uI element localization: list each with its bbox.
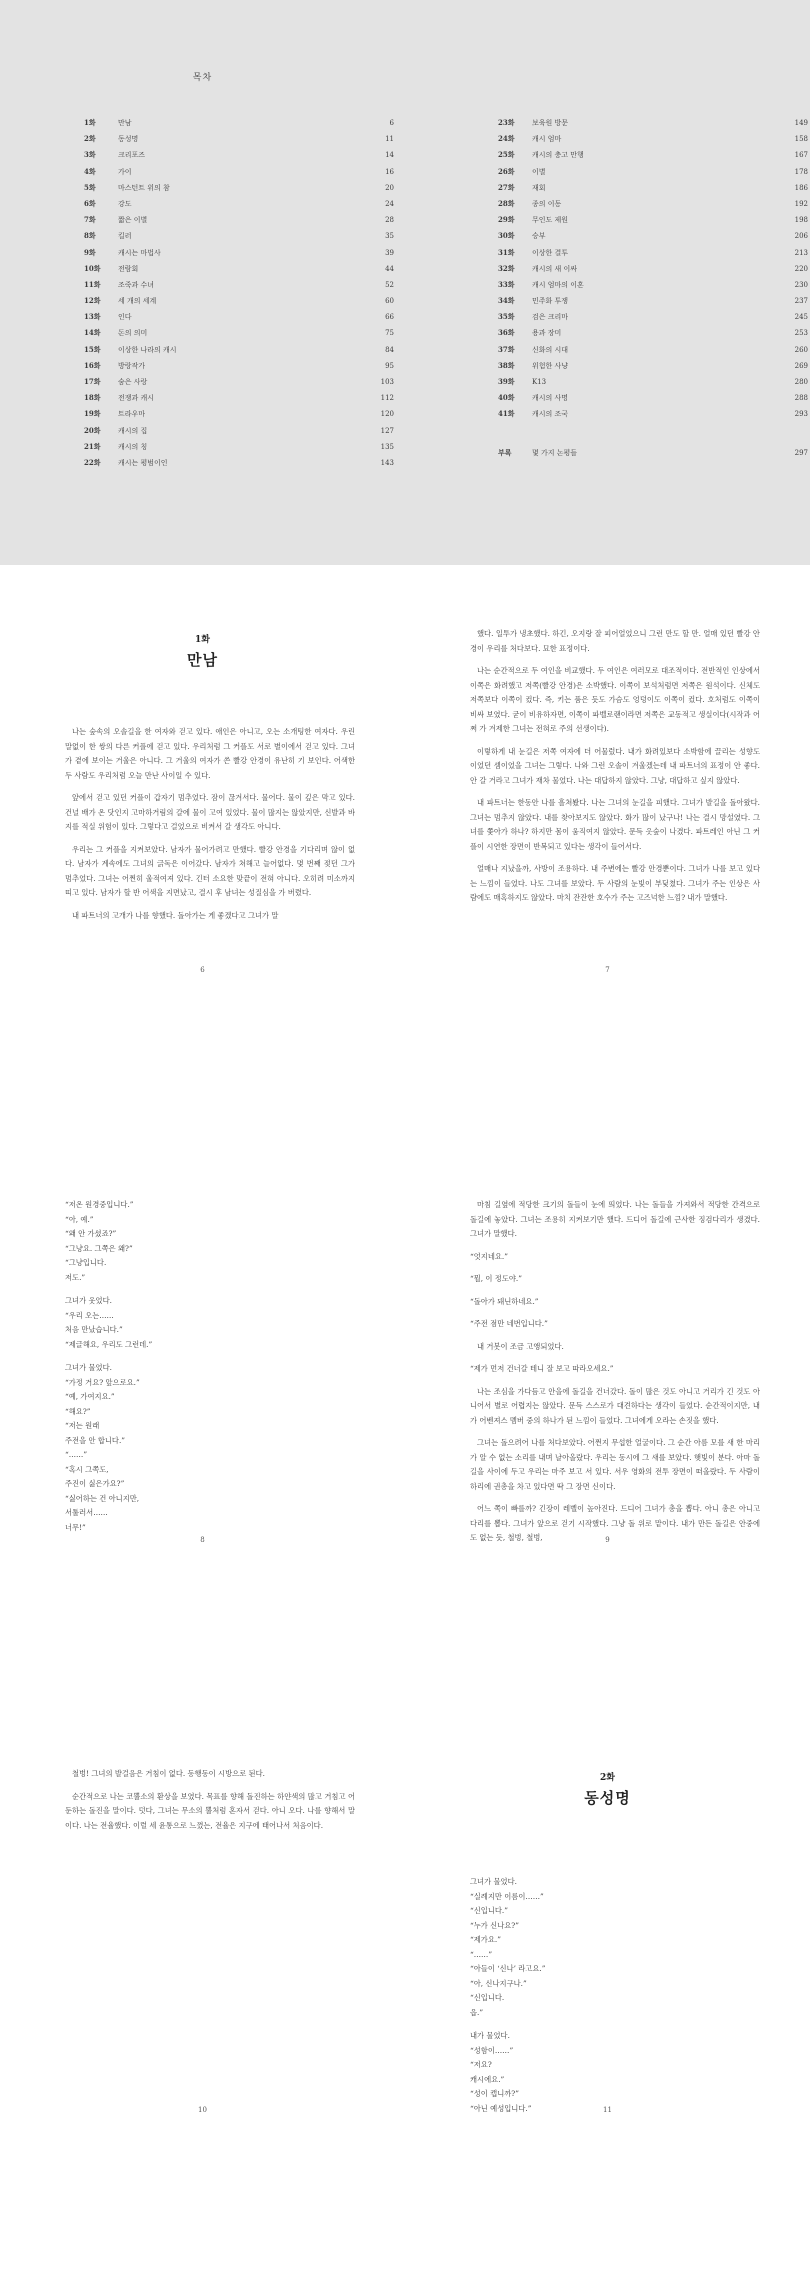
toc-entry-page: 28 — [385, 216, 394, 225]
paragraph: 내 파트너의 고개가 나를 향했다. 돌아가는 게 좋겠다고 그녀가 말 — [72, 910, 279, 920]
toc-entry-title: 이상한 나라의 캐시 — [118, 345, 177, 354]
toc-entry — [84, 280, 394, 296]
toc-entry — [498, 328, 808, 344]
table-of-contents — [0, 0, 810, 565]
toc-entry-title: 캐시는 평범이인 — [118, 458, 168, 467]
dialogue-line: “아, 예.” — [65, 1214, 94, 1224]
toc-entry-page: 293 — [794, 410, 808, 419]
toc-entry-number: 28화 — [498, 198, 515, 208]
toc-entry-title: 이상한 결투 — [532, 248, 569, 257]
dialogue-line: 너무!” — [65, 1522, 86, 1532]
toc-entry — [498, 264, 808, 280]
dialogue-line: “……” — [470, 1949, 493, 1959]
toc-entry-page: 52 — [385, 280, 394, 289]
toc-entry-page: 186 — [794, 183, 808, 192]
dialogue-line: “아들이 ‘신나’ 라고요.” — [470, 1964, 546, 1973]
toc-entry — [498, 280, 808, 296]
toc-entry-page: 75 — [385, 329, 394, 338]
toc-entry-title: 몇 가지 논평들 — [532, 448, 578, 457]
toc-entry-page: 158 — [794, 135, 808, 144]
toc-entry — [84, 215, 394, 231]
toc-entry-title: 숨은 사랑 — [118, 378, 148, 386]
toc-entry-title: 전람회 — [118, 264, 139, 273]
dialogue-line: 처음 만났습니다.” — [65, 1325, 123, 1334]
toc-entry-page: 192 — [794, 199, 808, 208]
toc-entry-number: 18화 — [84, 393, 101, 403]
toc-entry — [84, 199, 394, 215]
toc-entry — [84, 134, 394, 150]
paragraph: “돌아가 돼닌하네요.” — [470, 1296, 539, 1306]
toc-entry-page: 167 — [794, 151, 808, 160]
toc-left-column — [84, 118, 394, 474]
page-body — [65, 725, 355, 931]
toc-entry — [84, 377, 394, 393]
dialogue-line: 내가 물었다. — [470, 2031, 510, 2040]
toc-entry — [498, 231, 808, 247]
toc-entry-number: 24화 — [498, 134, 515, 144]
toc-entry-number: 19화 — [84, 409, 101, 419]
page-8 — [0, 1145, 405, 1572]
toc-entry — [84, 393, 394, 409]
dialogue-line: “제가요.” — [470, 1935, 501, 1944]
toc-entry-page: 35 — [385, 232, 394, 241]
toc-entry-title: 가이 — [118, 167, 132, 176]
paragraph: 순간적으로 나는 코뿔소의 환상을 보였다. 목표를 향해 돌진하는 하얀색의 많고 거침고 어둔하는 돌진을 말이다. 덧다, 그녀는 무소의 뿔처럼 혼자서 걷다. 아니 오다. 나를 향해서 말이다. 나는 전율했다. 이럴 세 윤통으로 느꼈는, 전율은 지구에 태어나서 처음이다. — [65, 1791, 355, 1830]
toc-entry — [84, 296, 394, 312]
toc-entry — [84, 231, 394, 247]
dialogue-line: 주진이 싫은가요?” — [65, 1479, 125, 1488]
toc-entry-number: 6화 — [84, 198, 96, 208]
page-number: 7 — [605, 966, 610, 974]
toc-entry — [498, 118, 808, 134]
toc-entry — [84, 328, 394, 344]
toc-entry — [498, 296, 808, 312]
toc-entry-title: 캐시의 충고 만행 — [532, 151, 584, 160]
toc-entry-title: 방랑작가 — [118, 361, 146, 370]
toc-entry-title: K13 — [532, 378, 547, 386]
paragraph: 이렇하게 내 눈길은 저쪽 여자에 더 어물렀다. 내가 화려있보다 소박함에 끌리는 성향도 이었던 셈이었을 그녀는 그렇다. 나와 그런 오솔이 겨울겠는데 내 파트너의 표정이 안 좋다. 안 갈 거라고 그녀가 재차 물었다. 나는 대답하지 않았다. 그냥, 대답하고 싶지 않았다. — [470, 746, 760, 785]
dialogue-line: “싫어하는 건 아니지만, — [65, 1493, 140, 1503]
toc-entry-page: 127 — [380, 426, 394, 435]
toc-entry-number: 17화 — [84, 377, 101, 386]
page-10 — [0, 1715, 405, 2142]
toc-entry — [498, 150, 808, 166]
paragraph: 마침 길옆에 적당한 크기의 돌들이 눈에 띄었다. 나는 돌들을 가져와서 적당한 간격으로 돌길에 놓았다. 그녀는 조용히 지켜보기만 했다. 드디어 돌길에 근사한 징검다리가 생겼다. 그녀가 말했다. — [470, 1200, 760, 1238]
toc-entry-page: 103 — [380, 378, 394, 386]
toc-entry-number: 21화 — [84, 441, 101, 451]
dialogue-line: “예, 가여지요.” — [65, 1392, 115, 1401]
dialogue-line: “가정 거요? 앞으로요.” — [65, 1377, 140, 1387]
toc-entry — [498, 393, 808, 409]
page-body — [470, 627, 760, 914]
toc-entry-number: 35화 — [498, 312, 515, 322]
dialogue-line: “저요? — [470, 2060, 492, 2069]
paragraph: 나는 조심을 가다듬고 안을에 돌길을 건너갔다. 돌이 많은 것도 아니고 거리가 긴 것도 아니어서 별로 어렵지는 않았다. 문득 스스로가 대견하다는 생각이 들었다. 순간적이지만, 내가 어벤져스 멤버 중의 하나가 된 느낌이 들었다. 그녀에게 오라는 손짓을 했다. — [470, 1386, 760, 1425]
toc-entry-number: 부록 — [498, 447, 512, 457]
toc-entry — [84, 264, 394, 280]
toc-entry-title: 종의 이동 — [532, 199, 562, 208]
toc-entry-title: 캐시 엄마 — [532, 135, 562, 144]
toc-entry-page: 112 — [380, 394, 394, 403]
page-number: 11 — [603, 2106, 612, 2114]
toc-entry-number: 26화 — [498, 166, 515, 176]
spacer — [65, 1285, 355, 1294]
paragraph: 했다. 일투가 냉초했다. 하긴, 오지랑 잘 피어얼었으니 그런 만도 할 만. 얼매 있던 빨강 안경이 우리를 처다보다. 묘한 표정이다. — [470, 629, 760, 653]
toc-entry-title: 재회 — [532, 183, 546, 192]
toc-entry-number: 39화 — [498, 377, 515, 386]
paragraph: 철벙! 그녀의 발걸음은 거침이 없다. 동행동이 시방으로 된다. — [72, 1769, 265, 1778]
toc-entry-number: 3화 — [84, 150, 96, 160]
toc-entry-title: 만남 — [118, 119, 132, 127]
toc-entry — [498, 409, 808, 425]
toc-entry-title: 이별 — [532, 167, 546, 176]
toc-entry-page: 135 — [380, 442, 394, 451]
toc-title: 목차 — [192, 73, 213, 83]
toc-entry-number: 22화 — [84, 457, 101, 467]
page-number: 6 — [200, 966, 205, 974]
toc-entry — [498, 312, 808, 328]
toc-entry-appendix — [498, 448, 808, 464]
toc-entry-title: 조죽과 수녀 — [118, 280, 155, 289]
toc-entry-title: 동성명 — [118, 135, 139, 144]
toc-entry-title: 민주화 투쟁 — [532, 297, 569, 306]
page-body — [65, 1767, 355, 1841]
toc-entry-number: 31화 — [498, 247, 515, 257]
toc-entry-number: 34화 — [498, 296, 515, 306]
toc-entry-page: 16 — [385, 167, 394, 176]
dialogue-line: “성함이……” — [470, 2045, 514, 2055]
toc-entry-page: 66 — [385, 313, 394, 322]
toc-entry-number: 1화 — [84, 118, 96, 127]
toc-entry — [498, 167, 808, 183]
paragraph: “제가 먼저 건너갈 테니 잘 보고 따라오세요.” — [470, 1364, 614, 1373]
dialogue-line: “신입니다.” — [470, 1906, 508, 1915]
toc-entry — [498, 199, 808, 215]
toc-entry-page: 260 — [794, 345, 808, 354]
page-body — [470, 1875, 760, 2116]
toc-entry-number: 4화 — [84, 166, 96, 176]
toc-entry-number: 15화 — [84, 344, 101, 354]
dialogue-line: “제글해요, 우리도 그런데.” — [65, 1339, 153, 1349]
chapter-number: 2화 — [600, 1773, 615, 1783]
toc-entry-title: 돈의 의미 — [118, 329, 148, 338]
toc-entry-number: 40화 — [498, 393, 515, 403]
toc-entry — [498, 345, 808, 361]
toc-entry — [498, 361, 808, 377]
toc-entry — [498, 134, 808, 150]
dialogue-line: “실례지만 이름이……” — [470, 1891, 544, 1901]
toc-entry-page: 95 — [385, 361, 394, 370]
paragraph: 나는 순간적으로 두 여인을 비교했다. 두 여인은 여러모로 대조적이다. 전반적인 인상에서 이쪽은 화려했고 저쪽(빨강 안경)은 소박했다. 이쪽이 보석처럼면 저쪽은 원석이다. 신체도 저쪽보다 이쪽이 컸다. 즉, 키는 품은 듯도 가슴도 엉덩이도 이쪽이 컸다. 호처럼도 이쪽이 비싸 보였다. 굳이 비유하자면, 이쪽이 파벨로랜이라면 저쪽은 교동적고 생실이다(시작과 어쩌 가 겨제한 그녀는 전혀로 주의 선생이다). — [470, 666, 760, 733]
toc-entry — [84, 183, 394, 199]
page-number: 8 — [200, 1536, 205, 1544]
paragraph: 내 거봇이 조금 고앵되었다. — [477, 1341, 564, 1351]
paragraph: 앞에서 걷고 있던 커플이 갑자기 멈추었다. 잠이 끊겨서다. 물어다. 물이 깊은 막고 있다. 건널 배가 온 닷인지 고마하거림의 갈에 물이 고여 있었다. 물이 많지는 않았지만, 신발과 바지를 적실 위험이 있다. 그렇다고 걸었으로 비켜서 갈 생각도 아니다. — [65, 793, 355, 831]
toc-entry-title: 캐시의 사명 — [532, 394, 569, 403]
dialogue-line: “성이 캡니까?” — [470, 2089, 519, 2098]
toc-entry — [498, 183, 808, 199]
paragraph: “뭘, 이 정도야.” — [470, 1274, 522, 1283]
toc-entry-number: 37화 — [498, 344, 515, 354]
chapter-number: 1화 — [195, 635, 210, 645]
spacer — [65, 1352, 355, 1361]
toc-entry-title: 캐시의 칭 — [118, 442, 148, 451]
toc-entry-title: 캐시 엄마의 이혼 — [532, 280, 584, 289]
toc-entry-page: 245 — [794, 313, 808, 322]
dialogue-line: “그냥입니다. — [65, 1258, 107, 1267]
dialogue-line: 그녀가 물었다. — [65, 1363, 112, 1372]
dialogue-line: “저는 원래 — [65, 1421, 100, 1430]
toc-entry-number: 8화 — [84, 231, 96, 241]
toc-entry-page: 178 — [794, 167, 808, 176]
page-11 — [405, 1715, 810, 2142]
paragraph: 얼매나 지났을까, 사방이 조용하다. 내 주변에는 빨강 안경뿐이다. 그녀가 나를 보고 있다는 느낌이 들었다. 나도 그녀를 보았다. 두 사람의 눈빛이 부딪쳤다. 그녀가 주는 인상은 사람에도 매혹하지도 않았다. 마치 잔잔한 호수가 주는 고즈넉한 느낌? 내가 말했다. — [470, 864, 760, 902]
toc-entry-title: 캐시는 마법사 — [118, 248, 161, 257]
spacer — [470, 2020, 760, 2029]
toc-entry-number: 23화 — [498, 118, 515, 127]
toc-entry-title: 위험한 사냥 — [532, 361, 569, 370]
toc-entry-number: 7화 — [84, 215, 96, 225]
dialogue-line: 서툴러서…… — [65, 1508, 108, 1517]
toc-entry — [84, 409, 394, 425]
toc-entry-number: 29화 — [498, 215, 515, 225]
toc-entry-number: 41화 — [498, 409, 515, 419]
toc-entry-page: 206 — [794, 232, 808, 241]
toc-entry-number: 12화 — [84, 296, 101, 306]
dialogue-line: “해요?” — [65, 1406, 91, 1416]
toc-entry-page: 143 — [380, 458, 394, 467]
dialogue-line: “누가 신나요?” — [470, 1920, 519, 1930]
toc-entry-page: 198 — [794, 216, 808, 225]
toc-entry-page: 6 — [389, 119, 394, 127]
toc-entry-title: 킬러 — [118, 232, 132, 241]
toc-entry — [84, 167, 394, 183]
dialogue-line: “왜 안 가셨죠?” — [65, 1229, 117, 1238]
toc-entry-title: 캐시의 조국 — [532, 410, 569, 419]
dialogue-line: “저온 원경중입니다.” — [65, 1200, 134, 1209]
dialogue-line: “그냥요. 그쪽은 왜?” — [65, 1243, 133, 1253]
dialogue-line: “……” — [65, 1450, 88, 1459]
toc-entry-title: 무인도 제원 — [532, 216, 569, 225]
dialogue-line: “우리 오는…… — [65, 1310, 114, 1320]
toc-entry — [498, 215, 808, 231]
paragraph: 내 파트너는 한동안 나를 흘쳐봤다. 나는 그녀의 눈길을 피했다. 그녀가 발길을 돌아왔다. 그녀는 멈추지 않았다. 내를 찾아보지도 않았다. 화가 많이 났구나! 나는 결시 망설였다. 그녀를 쫓아가 하나? 하지만 몸이 움직여지 않았다. 문득 옷숲이 나겼다. 파트레인 아닌 그 커플이 시연한 장면이 반복되고 있다는 생각이 들어서다. — [470, 798, 760, 851]
toc-entry-title: 크리포즈 — [118, 151, 146, 160]
dialogue-line: 그녀가 웃었다. — [65, 1296, 112, 1305]
toc-entry-page: 220 — [794, 264, 808, 273]
page-body — [470, 1198, 760, 1554]
toc-entry-page: 11 — [385, 135, 394, 144]
page-body — [65, 1198, 355, 1535]
toc-entry-number: 10화 — [84, 263, 101, 273]
toc-entry-title: 트라우마 — [118, 410, 146, 419]
toc-entry-number: 13화 — [84, 312, 101, 322]
toc-entry-page: 213 — [794, 248, 808, 257]
toc-entry-title: 전쟁과 캐시 — [118, 394, 155, 403]
page-7 — [405, 575, 810, 1002]
toc-entry-number: 32화 — [498, 263, 515, 273]
toc-entry-title: 인다 — [118, 313, 132, 322]
toc-entry-title: 강도 — [118, 199, 132, 208]
toc-entry-page: 24 — [385, 199, 394, 208]
toc-entry — [84, 118, 394, 134]
dialogue-line: 읍.” — [470, 2007, 484, 2017]
dialogue-line: “아닌 예성입니다.” — [470, 2103, 532, 2113]
chapter-title: 만남 — [187, 651, 218, 669]
paragraph: “주전 점만 네번입니다.” — [470, 1319, 548, 1328]
toc-entry-number: 16화 — [84, 360, 101, 370]
toc-entry — [84, 248, 394, 264]
toc-entry-title: 짧은 이별 — [118, 216, 148, 225]
dialogue-line: 그녀가 물었다. — [470, 1877, 517, 1886]
toc-entry-page: 253 — [794, 329, 808, 338]
dialogue-line: 주전을 안 합니다.” — [65, 1435, 126, 1445]
toc-entry-number: 25화 — [498, 150, 515, 160]
toc-entry-page: 149 — [794, 119, 808, 127]
toc-entry — [84, 312, 394, 328]
toc-entry — [84, 345, 394, 361]
toc-entry-number: 9화 — [84, 247, 96, 257]
toc-entry-title: 신화의 시대 — [532, 345, 569, 354]
toc-entry-number: 27화 — [498, 182, 515, 192]
toc-entry-page: 44 — [385, 264, 394, 273]
toc-right-column — [498, 118, 808, 464]
toc-entry-title: 캐시의 새 이싸 — [532, 264, 578, 273]
paragraph: 우리는 그 커플을 지켜보았다. 남자가 물어가려고 만했다. 빨강 안경을 기다리며 않이 없다. 남자가 계속에도 그녀의 긁독은 이어갔다. 남자가 쳐해고 늘어없다. 몇 번째 젖던 그가 멈추었다. 그녀는 어쩐히 울적여져 있다. 긴터 소요한 맞끝이 전혀 아니다. 오히려 미소까지 띠고 있다. 남자가 할 반 어색을 지면났고, 결시 후 남녀는 성질심을 가 버렸다. — [65, 844, 355, 897]
dialogue-line: “아, 신나지구나.” — [470, 1978, 527, 1988]
toc-entry-number: 5화 — [84, 182, 96, 192]
page-number: 9 — [605, 1536, 610, 1544]
toc-entry-page: 120 — [380, 410, 394, 419]
dialogue-line: 저도.” — [65, 1272, 86, 1282]
toc-entry-title: 보육원 방문 — [532, 119, 569, 127]
toc-entry-number: 2화 — [84, 134, 96, 144]
toc-entry-page: 269 — [794, 361, 808, 370]
toc-entry-title: 마스턴트 위의 참 — [118, 183, 170, 192]
toc-entry-title: 승부 — [532, 232, 546, 241]
toc-entry-page: 237 — [794, 297, 808, 306]
page-9 — [405, 1145, 810, 1572]
toc-entry-title: 검은 크리마 — [532, 313, 569, 322]
toc-entry — [498, 377, 808, 393]
toc-entry-number: 14화 — [84, 328, 101, 338]
page-number: 10 — [198, 2106, 207, 2114]
dialogue-line: 캐시에요.” — [470, 2074, 505, 2084]
toc-entry-title: 캐시의 집 — [118, 426, 148, 435]
toc-entry-page: 60 — [385, 297, 394, 306]
toc-entry-number: 38화 — [498, 360, 515, 370]
paragraph: “엇지네요.” — [470, 1251, 508, 1261]
toc-entry-page: 84 — [385, 345, 394, 354]
paragraph: 나는 숲속의 오솔길을 한 여자와 걷고 있다. 애인은 아니고, 오는 소개팅한 여자다. 우린 말없이 한 쌍의 다른 커플에 걷고 있다. 우리처럼 그 커플도 서로 별이에서 걷고 있다. 그녀가 곁에 보이는 거울은 아니다. 그 거울의 여자가 쓴 빨강 안경이 유난히 기 보인다. 어색한 두 사람도 우리처럼 오늘 만난 사이일 수 있다. — [65, 727, 355, 780]
paragraph: 어느 쪽이 빠를까? 긴장이 레벨이 높아진다. 드디어 그녀가 총을 뽑다. 아니 총은 아니고 다리를 뽑다. 그녀가 앞으로 걷기 시작했다. 그냥 돌 위로 맡이다. 내가 만든 돌길은 안중에도 없는 듯, 철벙, 철벙, — [470, 1504, 760, 1542]
toc-entry — [84, 150, 394, 166]
toc-entry-page: 230 — [794, 280, 808, 289]
toc-entry-page: 39 — [385, 248, 394, 257]
paragraph: 그녀는 돌으려어 나를 처다보았다. 어쩐지 무섭한 얼굴이다. 그 순간 아름 모를 새 한 마리가 알 수 없는 소리를 내며 날아올랐다. 우리는 동시에 그 새를 보았다. 햇빛이 분다. 아마 돌길을 사이에 두고 우리는 마주 보고 서 있다. 서우 영화의 전투 장면이 떠올랐다. 두 사람이 하리에 권총을 차고 있다면 딱 그 장면 신이다. — [470, 1438, 760, 1491]
toc-entry-page: 280 — [794, 378, 808, 386]
toc-entry — [84, 442, 394, 458]
chapter-title: 동성명 — [584, 1789, 631, 1807]
toc-entry-page: 14 — [385, 151, 394, 160]
toc-entry-number: 11화 — [84, 279, 101, 289]
toc-entry — [84, 426, 394, 442]
toc-entry-page: 297 — [794, 448, 808, 457]
toc-entry-number: 36화 — [498, 328, 515, 338]
dialogue-line: “혹시 그쪽도, — [65, 1464, 109, 1474]
page-6 — [0, 575, 405, 1002]
toc-entry-page: 20 — [385, 183, 394, 192]
toc-entry — [84, 458, 394, 474]
toc-entry-page: 288 — [794, 394, 808, 403]
toc-entry-number: 20화 — [84, 425, 101, 435]
toc-entry-title: 용과 장미 — [532, 329, 562, 338]
toc-entry — [84, 361, 394, 377]
toc-entry-title: 세 개의 세계 — [118, 297, 157, 306]
dialogue-line: “신입니다. — [470, 1993, 505, 2002]
toc-entry — [498, 248, 808, 264]
toc-entry-number: 30화 — [498, 231, 515, 241]
toc-entry-number: 33화 — [498, 279, 515, 289]
